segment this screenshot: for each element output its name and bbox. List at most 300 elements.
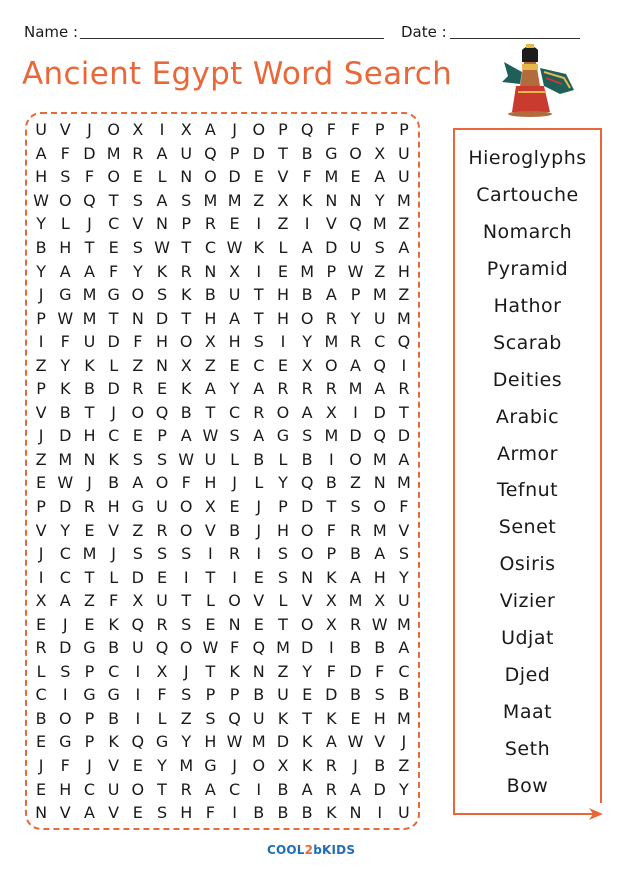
grid-letter[interactable]: B [277,803,289,823]
grid-letter[interactable]: V [59,120,71,140]
grid-letter[interactable]: B [35,708,47,728]
grid-letter[interactable]: V [108,520,120,540]
grid-letter[interactable]: A [350,355,361,375]
grid-letter[interactable]: X [180,120,192,140]
grid-letter[interactable]: F [326,120,336,140]
grid-letter[interactable]: Y [278,473,288,493]
grid-letter[interactable]: G [325,143,338,163]
grid-letter[interactable]: S [132,190,143,210]
grid-letter[interactable]: A [204,120,216,140]
grid-letter[interactable]: B [83,379,95,399]
grid-letter[interactable]: G [276,426,290,446]
grid-letter[interactable]: J [38,756,44,776]
grid-letter[interactable]: T [302,708,313,728]
grid-letter[interactable]: L [230,449,240,469]
grid-letter[interactable]: M [397,473,411,493]
name-field[interactable] [80,38,384,39]
grid-letter[interactable]: D [83,143,96,163]
grid-letter[interactable]: D [397,426,411,446]
grid-letter[interactable]: Y [374,190,385,210]
grid-letter[interactable]: A [374,544,386,564]
grid-letter[interactable]: X [180,355,192,375]
grid-letter[interactable]: H [276,285,289,305]
grid-letter[interactable]: Q [300,473,314,493]
grid-letter[interactable]: Q [155,402,169,422]
grid-letter[interactable]: I [304,214,310,234]
grid-letter[interactable]: S [156,544,168,564]
grid-letter[interactable]: M [372,214,387,234]
grid-letter[interactable]: E [36,473,47,493]
grid-letter[interactable]: B [301,449,313,469]
grid-letter[interactable]: J [87,473,92,493]
grid-letter[interactable]: N [349,803,362,823]
grid-letter[interactable]: D [349,426,362,446]
grid-letter[interactable]: U [398,803,410,823]
grid-letter[interactable]: W [226,238,243,257]
grid-letter[interactable]: S [350,497,361,517]
grid-letter[interactable]: O [252,120,266,140]
grid-letter[interactable]: Z [277,214,289,234]
grid-letter[interactable]: C [229,779,241,799]
grid-letter[interactable]: T [181,308,192,328]
grid-letter[interactable]: A [180,426,192,446]
grid-letter[interactable]: P [84,732,95,752]
grid-letter[interactable]: I [208,544,213,564]
grid-letter[interactable]: Q [83,190,96,210]
grid-letter[interactable]: E [36,779,47,799]
grid-letter[interactable]: F [326,520,336,540]
grid-letter[interactable]: S [60,661,71,681]
grid-letter[interactable]: P [278,497,288,517]
grid-letter[interactable]: F [399,497,409,517]
grid-letter[interactable]: U [277,685,289,705]
grid-letter[interactable]: H [59,779,72,799]
grid-letter[interactable]: Y [181,732,192,752]
grid-letter[interactable]: D [107,379,120,399]
grid-letter[interactable]: U [349,238,362,257]
grid-letter[interactable]: E [229,355,240,375]
grid-letter[interactable]: B [253,803,265,823]
grid-letter[interactable]: X [374,591,386,611]
grid-letter[interactable]: P [399,120,409,140]
grid-letter[interactable]: U [204,449,217,469]
grid-letter[interactable]: N [228,614,241,634]
grid-letter[interactable]: U [156,497,168,517]
grid-letter[interactable]: V [108,803,120,823]
grid-letter[interactable]: S [132,238,143,257]
grid-letter[interactable]: A [204,379,216,399]
grid-letter[interactable]: S [181,190,192,210]
grid-letter[interactable]: B [108,473,120,493]
grid-letter[interactable]: F [109,591,119,611]
grid-letter[interactable]: H [228,332,241,352]
grid-letter[interactable]: A [301,402,313,422]
grid-letter[interactable]: A [83,803,95,823]
grid-letter[interactable]: Y [36,214,46,234]
grid-letter[interactable]: P [36,308,46,328]
grid-letter[interactable]: E [277,355,289,375]
grid-letter[interactable]: B [350,685,362,705]
grid-letter[interactable]: N [325,190,338,210]
grid-letter[interactable]: R [253,402,265,422]
grid-letter[interactable]: R [398,379,410,399]
grid-letter[interactable]: U [35,120,47,140]
grid-letter[interactable]: I [256,544,262,564]
grid-letter[interactable]: N [204,261,217,281]
grid-letter[interactable]: V [398,520,410,540]
grid-letter[interactable]: A [253,426,265,446]
grid-letter[interactable]: M [397,614,411,634]
grid-letter[interactable]: V [59,803,71,823]
grid-letter[interactable]: J [111,402,117,422]
grid-letter[interactable]: L [157,167,167,187]
grid-letter[interactable]: W [178,449,195,469]
grid-letter[interactable]: D [300,497,314,517]
grid-letter[interactable]: I [135,685,141,705]
grid-letter[interactable]: A [229,308,241,328]
grid-letter[interactable]: S [132,544,143,564]
grid-letter[interactable]: S [374,238,385,257]
grid-letter[interactable]: D [276,732,290,752]
grid-letter[interactable]: G [59,285,72,305]
grid-letter[interactable]: B [325,473,337,493]
grid-letter[interactable]: R [156,614,168,634]
grid-letter[interactable]: H [204,473,217,493]
grid-letter[interactable]: X [132,591,144,611]
grid-letter[interactable]: L [36,661,46,681]
grid-letter[interactable]: V [325,214,337,234]
grid-letter[interactable]: G [204,756,217,776]
grid-letter[interactable]: R [325,779,337,799]
grid-letter[interactable]: O [204,167,217,187]
grid-letter[interactable]: H [156,332,169,352]
grid-letter[interactable]: P [36,497,46,517]
grid-letter[interactable]: B [350,638,362,658]
grid-letter[interactable]: N [252,661,265,681]
grid-letter[interactable]: L [278,591,288,611]
grid-letter[interactable]: O [300,614,314,634]
grid-letter[interactable]: N [35,803,48,823]
grid-letter[interactable]: C [204,238,216,257]
grid-letter[interactable]: U [373,308,386,328]
grid-letter[interactable]: K [108,614,119,634]
grid-letter[interactable]: T [205,402,216,422]
grid-letter[interactable]: E [302,685,313,705]
grid-letter[interactable]: Q [155,638,169,658]
grid-letter[interactable]: T [108,308,119,328]
grid-letter[interactable]: P [84,708,95,728]
grid-letter[interactable]: J [232,756,237,776]
grid-letter[interactable]: T [278,614,288,634]
grid-letter[interactable]: B [108,708,120,728]
grid-letter[interactable]: P [157,426,167,446]
grid-letter[interactable]: J [62,614,68,634]
grid-letter[interactable]: O [373,497,387,517]
grid-letter[interactable]: Y [157,756,167,776]
grid-letter[interactable]: V [35,520,47,540]
grid-letter[interactable]: V [204,520,216,540]
grid-letter[interactable]: Z [132,355,144,375]
grid-letter[interactable]: C [59,544,71,564]
grid-letter[interactable]: M [82,308,97,328]
grid-letter[interactable]: Q [349,214,362,234]
grid-letter[interactable]: R [204,214,216,234]
grid-letter[interactable]: P [181,214,192,234]
grid-letter[interactable]: A [253,379,265,399]
grid-letter[interactable]: E [84,614,95,634]
grid-letter[interactable]: I [62,685,68,705]
grid-letter[interactable]: P [229,685,240,705]
grid-letter[interactable]: H [107,497,120,517]
grid-letter[interactable]: W [202,638,219,658]
grid-letter[interactable]: H [373,708,386,728]
grid-letter[interactable]: T [108,190,119,210]
grid-letter[interactable]: R [180,261,192,281]
grid-letter[interactable]: Z [398,285,410,305]
grid-letter[interactable]: J [353,756,358,776]
grid-letter[interactable]: W [347,261,364,281]
grid-letter[interactable]: I [38,332,44,352]
grid-letter[interactable]: I [256,261,262,281]
grid-letter[interactable]: I [135,661,141,681]
grid-letter[interactable]: M [203,190,218,210]
grid-letter[interactable]: I [280,332,286,352]
grid-letter[interactable]: M [372,285,387,305]
grid-letter[interactable]: O [252,756,266,776]
grid-letter[interactable]: I [353,402,358,422]
grid-letter[interactable]: X [132,120,144,140]
grid-letter[interactable]: H [397,261,410,281]
grid-letter[interactable]: S [156,285,168,305]
grid-letter[interactable]: S [181,685,192,705]
grid-letter[interactable]: O [325,355,338,375]
grid-letter[interactable]: M [348,379,363,399]
grid-letter[interactable]: M [251,732,266,752]
grid-letter[interactable]: F [157,685,167,705]
grid-letter[interactable]: G [107,685,120,705]
grid-letter[interactable]: I [232,803,237,823]
grid-letter[interactable]: Y [132,261,143,281]
grid-letter[interactable]: K [60,379,71,399]
grid-letter[interactable]: V [132,214,144,234]
grid-letter[interactable]: W [371,614,388,634]
grid-letter[interactable]: M [348,591,363,611]
grid-letter[interactable]: A [301,238,313,257]
grid-letter[interactable]: K [301,732,313,752]
grid-letter[interactable]: R [277,379,289,399]
grid-letter[interactable]: C [59,567,71,587]
grid-letter[interactable]: O [179,638,193,658]
grid-letter[interactable]: M [82,544,97,564]
grid-letter[interactable]: I [256,779,262,799]
grid-letter[interactable]: P [205,685,216,705]
grid-letter[interactable]: C [108,661,120,681]
grid-letter[interactable]: B [374,756,386,776]
grid-letter[interactable]: D [349,661,362,681]
grid-letter[interactable]: Y [302,332,313,352]
grid-letter[interactable]: M [324,332,339,352]
grid-letter[interactable]: A [132,473,144,493]
grid-letter[interactable]: T [84,567,95,587]
grid-letter[interactable]: X [277,190,289,210]
grid-letter[interactable]: R [325,756,337,776]
grid-letter[interactable]: B [398,685,410,705]
grid-letter[interactable]: M [397,708,411,728]
grid-letter[interactable]: E [84,520,95,540]
grid-letter[interactable]: A [301,779,313,799]
grid-letter[interactable]: A [325,285,337,305]
grid-letter[interactable]: B [277,779,289,799]
grid-letter[interactable]: E [132,167,143,187]
grid-letter[interactable]: O [349,449,362,469]
grid-letter[interactable]: F [350,120,361,140]
grid-letter[interactable]: Q [397,332,411,352]
grid-letter[interactable]: Q [252,638,266,658]
grid-letter[interactable]: A [325,732,337,752]
grid-letter[interactable]: E [229,214,240,234]
grid-letter[interactable]: J [232,120,237,140]
grid-letter[interactable]: X [301,355,313,375]
grid-letter[interactable]: N [180,167,193,187]
grid-letter[interactable]: S [205,708,216,728]
grid-letter[interactable]: O [349,143,362,163]
grid-letter[interactable]: A [156,143,168,163]
grid-letter[interactable]: C [83,779,96,799]
grid-letter[interactable]: R [35,638,47,658]
grid-letter[interactable]: X [204,497,216,517]
grid-letter[interactable]: Q [373,426,387,446]
grid-letter[interactable]: U [107,779,120,799]
grid-letter[interactable]: L [278,238,288,257]
grid-letter[interactable]: P [278,120,288,140]
grid-letter[interactable]: T [205,661,216,681]
grid-letter[interactable]: F [60,756,70,776]
grid-letter[interactable]: H [180,803,193,823]
grid-letter[interactable]: F [181,473,191,493]
grid-letter[interactable]: O [131,779,145,799]
grid-letter[interactable]: G [83,638,96,658]
grid-letter[interactable]: W [57,473,74,493]
grid-letter[interactable]: N [349,190,362,210]
grid-letter[interactable]: W [57,308,74,328]
grid-letter[interactable]: M [58,449,73,469]
grid-letter[interactable]: S [277,567,289,587]
grid-letter[interactable]: N [156,214,169,234]
grid-letter[interactable]: L [109,355,119,375]
letter-grid[interactable] [29,118,416,824]
grid-letter[interactable]: Z [204,355,216,375]
grid-letter[interactable]: R [156,520,168,540]
grid-letter[interactable]: V [108,756,120,776]
grid-letter[interactable]: M [300,261,315,281]
grid-letter[interactable]: I [328,449,334,469]
grid-letter[interactable]: E [132,803,143,823]
grid-letter[interactable]: O [107,120,120,140]
grid-letter[interactable]: J [256,497,262,517]
grid-letter[interactable]: H [35,167,48,187]
grid-letter[interactable]: I [328,638,334,658]
grid-letter[interactable]: R [180,779,192,799]
grid-letter[interactable]: A [204,779,216,799]
grid-letter[interactable]: E [253,614,264,634]
grid-letter[interactable]: S [229,426,240,446]
grid-letter[interactable]: B [301,143,313,163]
grid-letter[interactable]: M [179,756,194,776]
grid-letter[interactable]: U [398,167,410,187]
grid-letter[interactable]: Z [83,591,95,611]
grid-letter[interactable]: K [326,803,337,823]
grid-letter[interactable]: Y [229,379,240,399]
grid-letter[interactable]: U [252,708,265,728]
grid-letter[interactable]: Y [60,520,71,540]
grid-letter[interactable]: A [59,591,71,611]
grid-letter[interactable]: T [253,308,264,328]
grid-letter[interactable]: G [59,732,72,752]
grid-letter[interactable]: H [276,308,289,328]
grid-letter[interactable]: K [84,355,95,375]
grid-letter[interactable]: C [108,426,120,446]
grid-letter[interactable]: E [108,238,119,257]
grid-letter[interactable]: M [82,285,97,305]
grid-letter[interactable]: J [256,520,262,540]
grid-letter[interactable]: S [374,685,385,705]
grid-letter[interactable]: N [83,449,96,469]
grid-letter[interactable]: F [326,661,336,681]
grid-letter[interactable]: O [276,402,290,422]
grid-letter[interactable]: O [300,308,314,328]
grid-letter[interactable]: J [87,120,92,140]
grid-letter[interactable]: Q [300,120,314,140]
grid-letter[interactable]: F [60,143,70,163]
grid-letter[interactable]: O [179,497,193,517]
grid-letter[interactable]: X [204,332,216,352]
grid-letter[interactable]: X [325,591,337,611]
grid-letter[interactable]: H [204,308,217,328]
grid-letter[interactable]: Z [398,214,410,234]
grid-letter[interactable]: B [253,449,265,469]
grid-letter[interactable]: O [228,591,241,611]
grid-letter[interactable]: F [229,638,240,658]
grid-letter[interactable]: Z [350,473,362,493]
grid-letter[interactable]: P [84,661,95,681]
grid-letter[interactable]: S [60,167,71,187]
grid-letter[interactable]: P [36,379,46,399]
grid-letter[interactable]: A [83,261,95,281]
grid-letter[interactable]: S [302,426,313,446]
grid-letter[interactable]: R [132,143,144,163]
grid-letter[interactable]: T [205,567,216,587]
grid-letter[interactable]: S [156,449,168,469]
grid-letter[interactable]: J [183,661,189,681]
grid-letter[interactable]: S [181,614,192,634]
grid-letter[interactable]: F [60,332,70,352]
grid-letter[interactable]: W [33,190,49,210]
grid-letter[interactable]: D [373,402,386,422]
grid-letter[interactable]: V [253,591,265,611]
grid-letter[interactable]: M [372,449,387,469]
grid-letter[interactable]: T [84,238,95,257]
grid-letter[interactable]: N [131,308,144,328]
grid-letter[interactable]: B [204,285,216,305]
grid-letter[interactable]: B [374,638,386,658]
grid-letter[interactable]: M [276,638,290,658]
grid-letter[interactable]: F [205,803,215,823]
grid-letter[interactable]: M [106,143,121,163]
grid-letter[interactable]: Z [132,520,144,540]
grid-letter[interactable]: U [228,285,241,305]
grid-letter[interactable]: I [183,567,189,587]
grid-letter[interactable]: N [373,473,386,493]
